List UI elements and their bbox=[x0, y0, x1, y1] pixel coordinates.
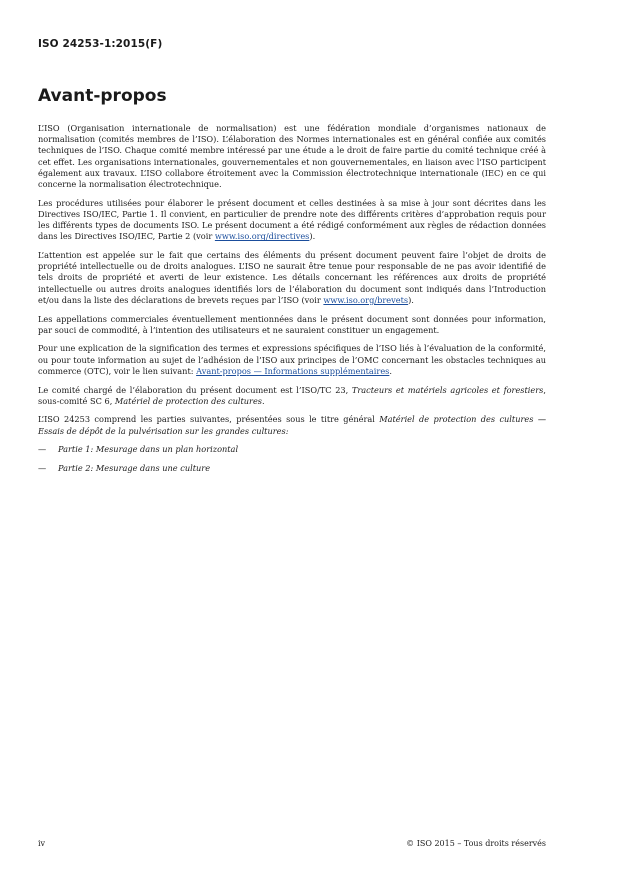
document-id-header: ISO 24253-1:2015(F) bbox=[38, 38, 163, 50]
paragraph-conformity: Pour une explication de la signification des termes et expressions spécifiques de l’ISO liés à l’évaluation de la conformité, ou pour toute information au sujet de l’adhésion de l’ISO aux principes de l’OMC concernant les obstacles techniques au commerce (OTC), voir le lien suivant: Avant-propos — Informations supplémentaires. bbox=[38, 343, 546, 376]
list-item bbox=[38, 444, 546, 455]
copyright-notice: © ISO 2015 – Tous droits réservés bbox=[406, 839, 546, 848]
list-item bbox=[38, 463, 546, 474]
supplementary-info-link[interactable]: Avant-propos — Informations supplémentaires bbox=[196, 365, 390, 376]
paragraph-trade-names: Les appellations commerciales éventuellement mentionnées dans le présent document sont données pour information, par souci de commodité, à l’intention des utilisateurs et ne sauraient constituer un engagement. bbox=[38, 313, 546, 335]
document-body bbox=[38, 123, 546, 482]
list-item-text: Partie 1: Mesurage dans un plan horizontal bbox=[58, 444, 239, 455]
page-number: iv bbox=[38, 839, 46, 848]
page-title: Avant-propos bbox=[38, 86, 167, 106]
paragraph-committee: Le comité chargé de l’élaboration du présent document est l’ISO/TC 23, Tracteurs et matériels agricoles et forestiers, sous-comité SC 6, Matériel de protection des cultures. bbox=[38, 384, 546, 406]
patents-link[interactable]: www.iso.org/brevets bbox=[323, 294, 409, 305]
paragraph-procedures: Les procédures utilisées pour élaborer le présent document et celles destinées à sa mise à jour sont décrites dans les Directives ISO/IEC, Partie 1. Il convient, en particulier de prendre note des différents critères d’approbation requis pour les différents types de documents ISO. Le présent document a été rédigé conformément aux règles de rédaction données dans les Directives ISO/IEC, Partie 2 (voir www.iso.org/directives). bbox=[38, 197, 546, 242]
list-dash: — bbox=[38, 463, 47, 474]
list-item-text: Partie 2: Mesurage dans une culture bbox=[58, 463, 211, 474]
paragraph-patent-rights: L’attention est appelée sur le fait que certains des éléments du présent document peuvent faire l’objet de droits de propriété intellectuelle ou de droits analogues. L’ISO ne saurait être tenue pour responsable de ne pas avoir identifié de tels droits de propriété et averti de leur existence. Les détails concernant les références aux droits de propriété intellectuelle ou autres droits analogues identifiés lors de l’élaboration du document sont indiqués dans l’Introduction et/ou dans la liste des déclarations de brevets reçues par l’ISO (voir www.iso.org/brevets). bbox=[38, 250, 546, 305]
paragraph-iso-intro: L’ISO (Organisation internationale de normalisation) est une fédération mondiale d’organismes nationaux de normalisation (comités membres de l’ISO). L’élaboration des Normes internationales est en général confiée aux comités techniques de l’ISO. Chaque comité membre intéressé par une étude a le droit de faire partie du comité technique créé à cet effet. Les organisations internationales, gouvernementales et non gouvernementales, en liaison avec l’ISO participent également aux travaux. L’ISO collabore étroitement avec la Commission électrotechnique internationale (IEC) en ce qui concerne la normalisation électrotechnique. bbox=[38, 123, 546, 190]
list-dash: — bbox=[38, 444, 47, 455]
directives-link[interactable]: www.iso.org/directives bbox=[214, 231, 310, 242]
paragraph-parts: L’ISO 24253 comprend les parties suivantes, présentées sous le titre général Matériel de protection des cultures — Essais de dépôt de la pulvérisation sur les grandes cultures: bbox=[38, 414, 547, 436]
